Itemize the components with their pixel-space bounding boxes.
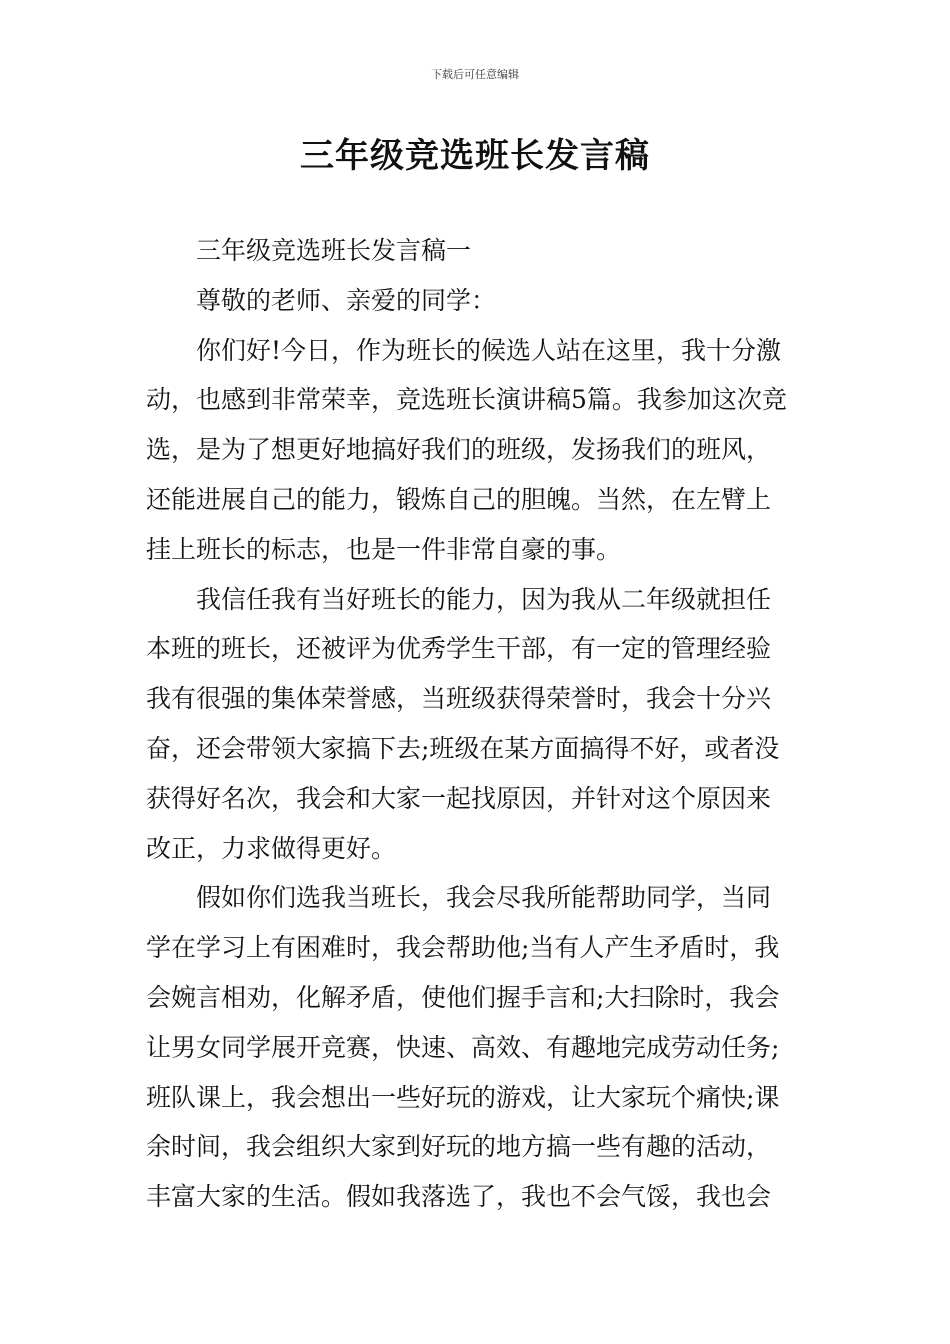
document-title: 三年级竞选班长发言稿 xyxy=(300,136,650,176)
text-line: 我有很强的集体荣誉感，当班级获得荣誉时，我会十分兴 xyxy=(146,684,772,714)
text-line: 学在学习上有困难时，我会帮助他;当有人产生矛盾时，我 xyxy=(146,933,780,963)
text-line: 选，是为了想更好地搞好我们的班级，发扬我们的班风， xyxy=(146,435,772,465)
text-line: 三年级竞选班长发言稿一 xyxy=(196,236,472,265)
text-line: 本班的班长，还被评为优秀学生干部，有一定的管理经验 xyxy=(146,634,772,664)
text-line: 假如你们选我当班长，我会尽我所能帮助同学，当同 xyxy=(196,883,772,913)
text-line: 丰富大家的生活。假如我落选了，我也不会气馁，我也会 xyxy=(146,1182,772,1212)
text-line: 让男女同学展开竞赛，快速、高效、有趣地完成劳动任务; xyxy=(146,1032,780,1062)
header-note: 下载后可任意编辑 xyxy=(431,68,519,81)
text-line: 动，也感到非常荣幸，竞选班长演讲稿5篇。我参加这次竞 xyxy=(146,385,787,415)
text-line: 我信任我有当好班长的能力，因为我从二年级就担任 xyxy=(196,584,772,614)
text-line: 改正，力求做得更好。 xyxy=(146,833,397,863)
text-line: 你们好!今日，作为班长的候选人站在这里，我十分激 xyxy=(196,335,782,365)
text-line: 会婉言相劝，化解矛盾，使他们握手言和;大扫除时，我会 xyxy=(146,982,780,1012)
text-line: 班队课上，我会想出一些好玩的游戏，让大家玩个痛快;课 xyxy=(146,1082,780,1112)
text-line: 挂上班长的标志，也是一件非常自豪的事。 xyxy=(146,534,622,564)
document-body xyxy=(146,226,810,1222)
text-line: 获得好名次，我会和大家一起找原因，并针对这个原因来 xyxy=(146,783,772,813)
text-line: 奋，还会带领大家搞下去;班级在某方面搞得不好，或者没 xyxy=(146,733,780,763)
text-line: 余时间，我会组织大家到好玩的地方搞一些有趣的活动， xyxy=(146,1132,772,1162)
text-line: 还能进展自己的能力，锻炼自己的胆魄。当然，在左臂上 xyxy=(146,484,772,514)
text-line: 尊敬的老师、亲爱的同学： xyxy=(196,285,497,315)
